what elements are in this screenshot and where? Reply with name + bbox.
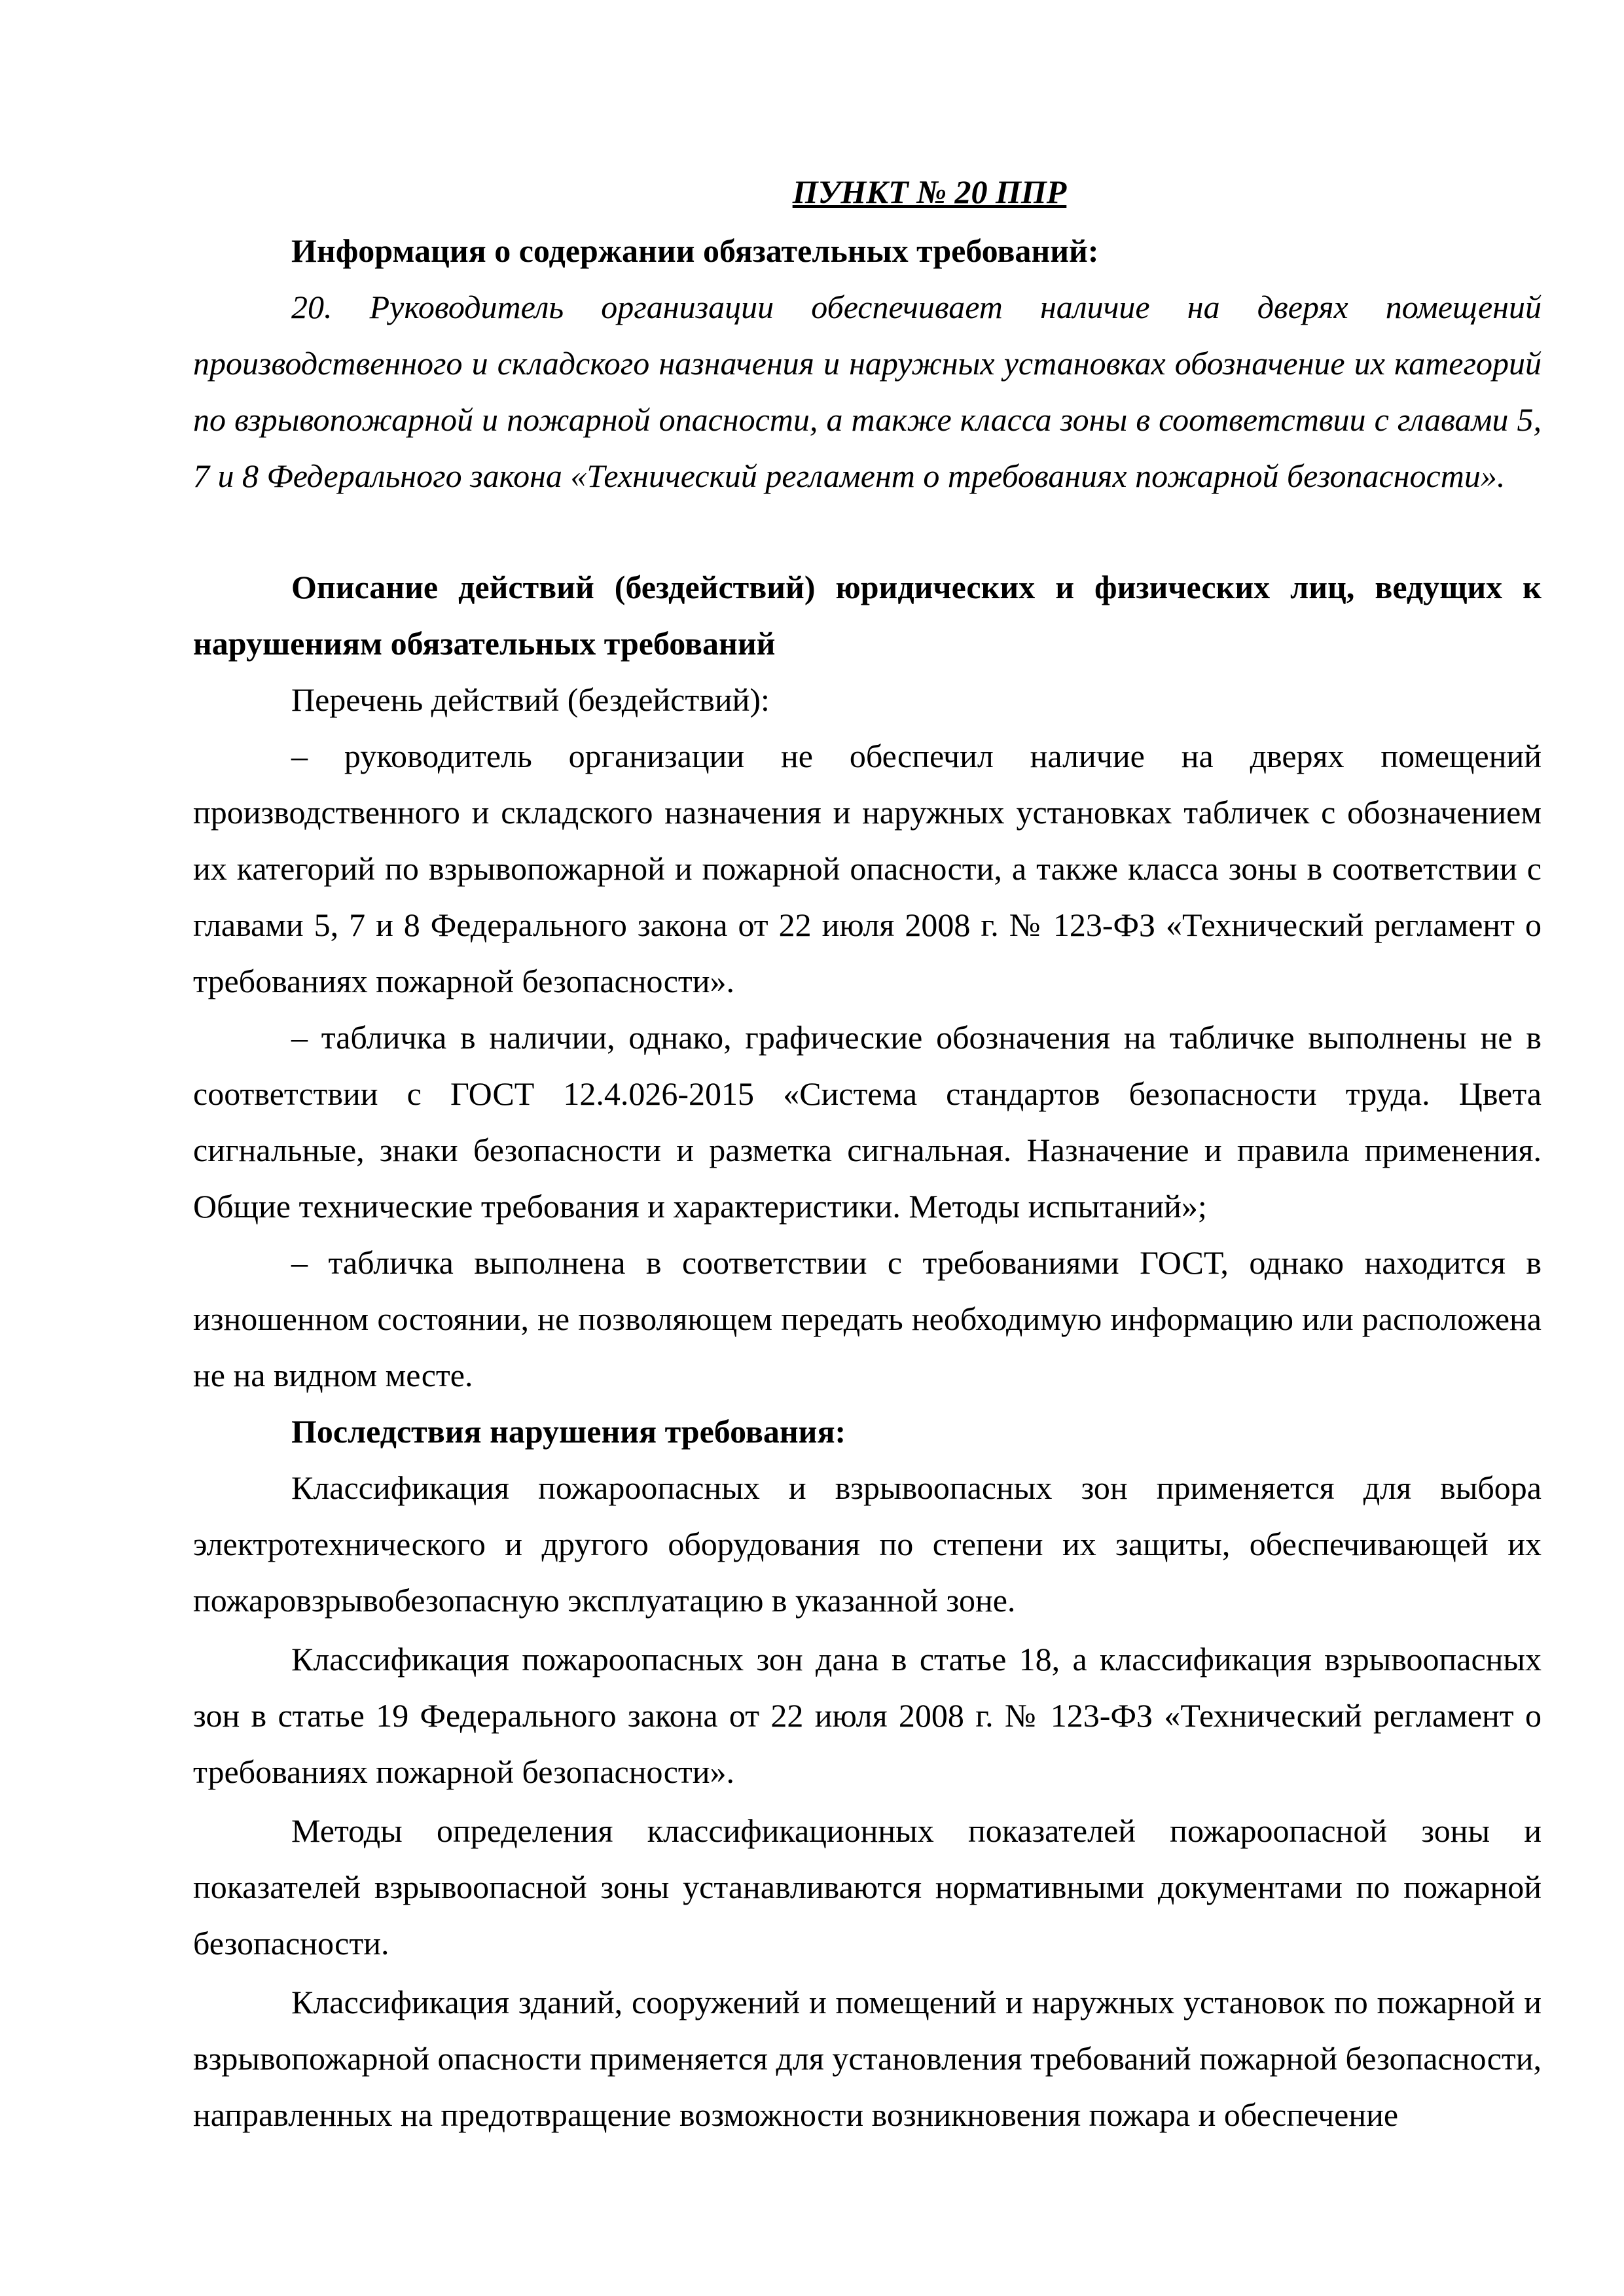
requirement-text: 20. Руководитель организации обеспечивает наличие на дверях помещений производственного и складского назначения и наружных установках обозначение их категорий по взрывопожарной и пожарной опасности, а также класса зоны в соответствии с главами 5, 7 и 8 Федерального закона «Технический регламент о требованиях пожарной безопасности». [193, 289, 1542, 494]
action-item: – табличка в наличии, однако, графические обозначения на табличке выполнены не в соответствии с ГОСТ 12.4.026-2015 «Система стандартов безопасности труда. Цвета сигнальные, знаки безопасности и разметка сигнальная. Назначение и правила применения. Общие технические требования и характеристики. Методы испытаний»; [193, 1019, 1542, 1225]
consequence-paragraph: Классификация пожароопасных и взрывоопасных зон применяется для выбора электротехнического и другого оборудования по степени их защиты, обеспечивающей их пожаровзрывобезопасную эксплуатацию в указанной зоне. [193, 1469, 1542, 1619]
action-item: – руководитель организации не обеспечил наличие на дверях помещений производственного и складского назначения и наружных установках табличек с обозначением их категорий по взрывопожарной и пожарной опасности, а также класса зоны в соответствии с главами 5, 7 и 8 Федерального закона от 22 июля 2008 г. № 123-ФЗ «Технический регламент о требованиях пожарной безопасности». [193, 738, 1542, 999]
actions-list-label: Перечень действий (бездействий): [291, 681, 770, 718]
consequence-paragraph: Классификация пожароопасных зон дана в статье 18, а классификация взрывоопасных зон в статье 19 Федерального закона от 22 июля 2008 г. № 123-ФЗ «Технический регламент о требованиях пожарной безопасности». [193, 1641, 1542, 1790]
section-consequences-heading: Последствия нарушения требования: [291, 1413, 846, 1450]
section-actions-heading: Описание действий (бездействий) юридических и физических лиц, ведущих к нарушениям обязательных требований [193, 569, 1542, 662]
section-info-heading: Информация о содержании обязательных требований: [291, 232, 1099, 269]
consequence-paragraph: Методы определения классификационных показателей пожароопасной зоны и показателей взрывоопасной зоны устанавливаются нормативными документами по пожарной безопасности. [193, 1812, 1542, 1962]
document-page [193, 164, 1542, 2143]
document-title: ПУНКТ № 20 ППР [792, 173, 1067, 210]
consequence-paragraph: Классификация зданий, сооружений и помещений и наружных установок по пожарной и взрывопожарной опасности применяется для установления требований пожарной безопасности, направленных на предотвращение возможности возникновения пожара и обеспечение [193, 1984, 1542, 2133]
action-item: – табличка выполнена в соответствии с требованиями ГОСТ, однако находится в изношенном состоянии, не позволяющем передать необходимую информацию или расположена не на видном месте. [193, 1244, 1542, 1393]
